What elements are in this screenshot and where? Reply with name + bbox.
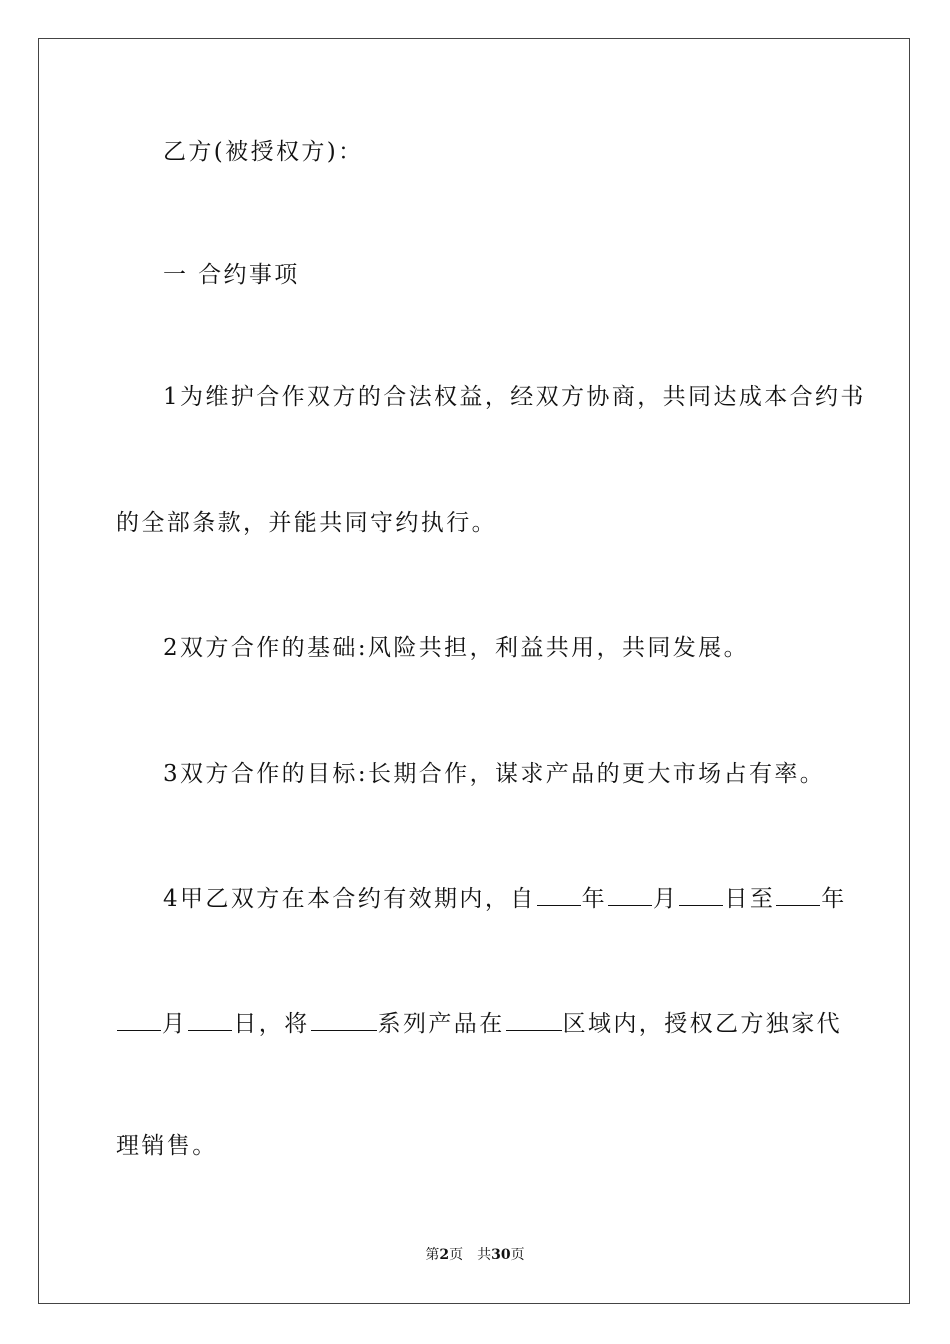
item-4-line-2	[116, 1008, 843, 1039]
month-end-blank	[117, 1008, 161, 1031]
footer-total-unit: 页	[510, 1247, 525, 1263]
item-4-text-day-jiang: 日，将	[233, 1011, 310, 1037]
item-4-line-3: 理销售。	[116, 1133, 218, 1159]
item-4-text-month: 月	[653, 886, 679, 912]
item-4-text-start: 4甲乙双方在本合约有效期内，自	[163, 886, 536, 912]
footer-total-prefix: 共	[477, 1247, 492, 1263]
product-series-blank	[311, 1008, 377, 1031]
party-b-label: 乙方(被授权方)：	[163, 139, 364, 165]
item-4-text-year: 年	[581, 886, 608, 912]
page-frame	[38, 38, 910, 1304]
item-4-text-month-2: 月	[162, 1011, 188, 1037]
region-blank	[506, 1008, 562, 1031]
page-footer	[0, 1246, 950, 1264]
footer-page-unit: 页	[449, 1247, 464, 1263]
item-4-text-day-to: 日至	[724, 886, 776, 912]
day-end-blank	[188, 1008, 232, 1031]
item-2: 2双方合作的基础:风险共担，利益共用，共同发展。	[163, 635, 749, 661]
day-start-blank	[679, 883, 723, 906]
item-3: 3双方合作的目标:长期合作，谋求产品的更大市场占有率。	[163, 761, 826, 787]
month-start-blank	[608, 883, 652, 906]
item-1-line-1: 1为维护合作双方的合法权益，经双方协商，共同达成本合约书	[163, 384, 866, 410]
item-4-text-series: 系列产品在	[377, 1011, 505, 1037]
year-end-blank	[776, 883, 820, 906]
item-4-line-1	[163, 883, 883, 914]
item-4-text-region: 区域内，授权乙方独家代	[562, 1011, 843, 1037]
footer-prefix: 第	[425, 1247, 440, 1263]
section-one-heading: 一 合约事项	[163, 262, 300, 288]
item-4-text-year-2: 年	[821, 886, 847, 912]
current-page-number: 2	[439, 1247, 450, 1263]
year-start-blank	[537, 883, 581, 906]
total-pages-number: 30	[491, 1247, 511, 1263]
item-1-line-2: 的全部条款，并能共同守约执行。	[116, 510, 497, 536]
